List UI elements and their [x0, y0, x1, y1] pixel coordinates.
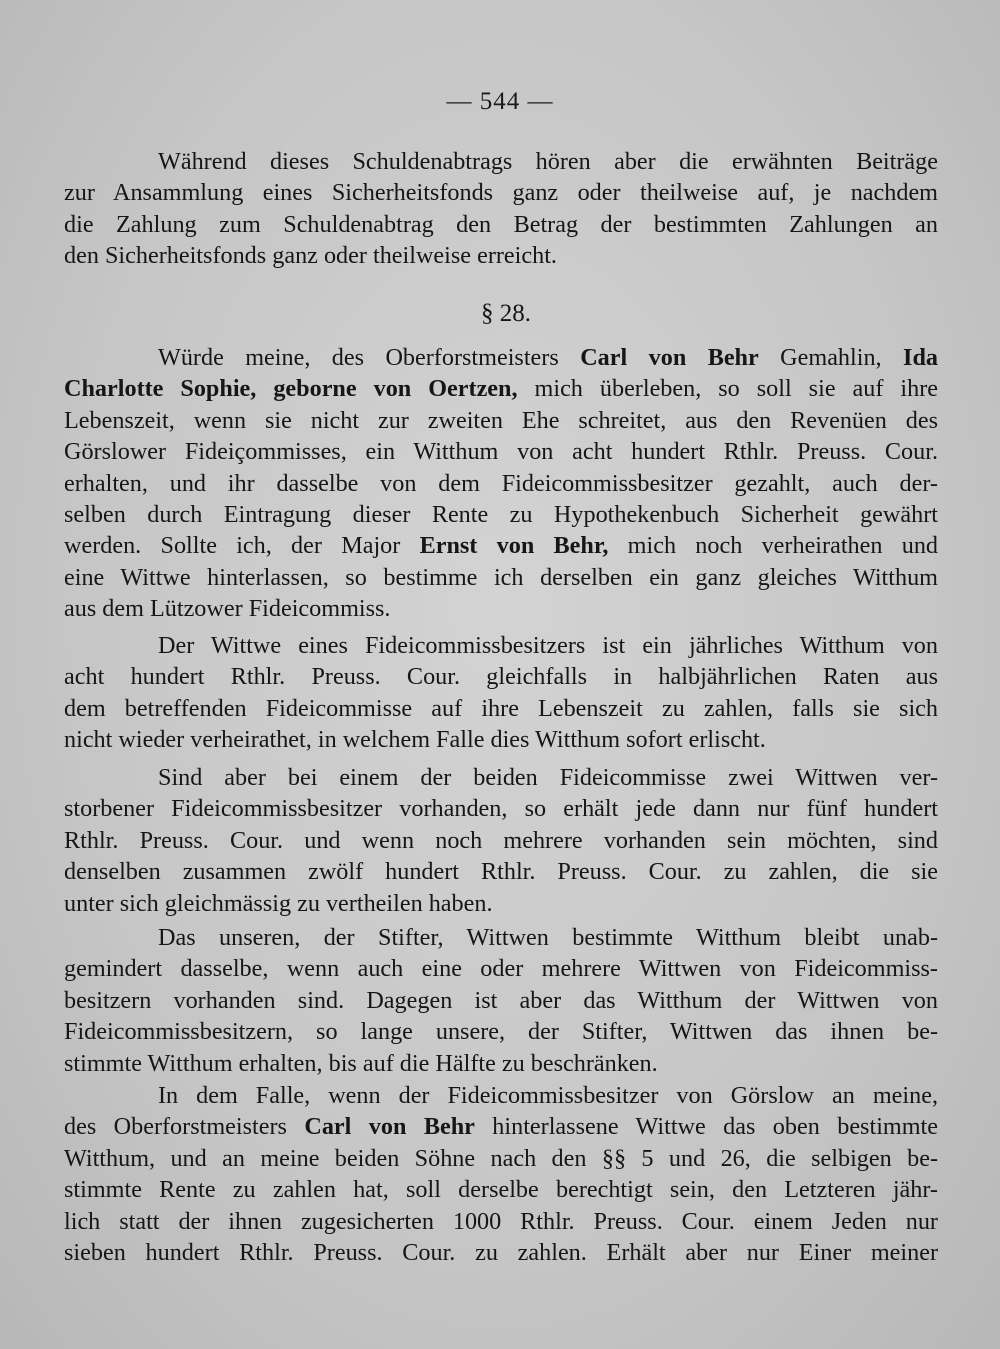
- text-line: Sind aber bei einem der beiden Fideicommisse zwei Wittwen ver-: [158, 764, 938, 791]
- text-line: storbener Fideicommissbesitzer vorhanden, so erhält jede dann nur fünf hundert: [64, 795, 938, 823]
- text-line: unter sich gleichmässig zu vertheilen haben.: [64, 889, 493, 917]
- text-line: Görslower Fideiçommisses, ein Witthum von acht hundert Rthlr. Preuss. Cour.: [64, 438, 938, 466]
- text-run: des Oberforstmeisters: [64, 1113, 305, 1141]
- name-ernst-von-behr: Ernst von Behr,: [419, 532, 609, 560]
- page-number: — 544 —: [446, 88, 554, 115]
- text-line: selben durch Eintragung dieser Rente zu Hypothekenbuch Sicherheit gewährt: [64, 500, 938, 528]
- section-heading: § 28.: [481, 300, 531, 327]
- text-line: aus dem Lützower Fideicommiss.: [64, 595, 391, 623]
- text-line: Rthlr. Preuss. Cour. und wenn noch mehrere vorhanden sein möchten, sind: [64, 826, 938, 854]
- text-line: besitzern vorhanden sind. Dagegen ist aber das Witthum der Wittwen von: [64, 986, 938, 1014]
- text-line: Lebenszeit, wenn sie nicht zur zweiten Ehe schreitet, aus den Revenüen des: [64, 406, 938, 434]
- text-line: acht hundert Rthlr. Preuss. Cour. gleichfalls in halbjährlichen Raten aus: [64, 663, 938, 691]
- paragraph-goerslow-case: [64, 1080, 938, 1268]
- name-charlotte-sophie: Charlotte Sophie, geborne von Oertzen,: [64, 375, 518, 403]
- text-line: nicht wieder verheirathet, in welchem Falle dies Witthum sofort erlischt.: [64, 726, 766, 754]
- text-line: Während dieses Schuldenabtrags hören aber die erwähnten Beiträge: [158, 148, 938, 175]
- text-run: hinterlassene Wittwe das oben bestimmte: [474, 1113, 938, 1141]
- text-line: Der Wittwe eines Fideicommissbesitzers ist ein jährliches Witthum von: [158, 632, 938, 659]
- text-line: [64, 342, 938, 373]
- name-ida: Ida: [903, 344, 938, 371]
- text-line: In dem Falle, wenn der Fideicommissbesitzer von Görslow an meine,: [158, 1082, 938, 1109]
- text-line: eine Wittwe hinterlassen, so bestimme ich derselben ein ganz gleiches Witthum: [64, 563, 938, 591]
- paragraph-section-28: [64, 342, 938, 625]
- text-line: gemindert dasselbe, wenn auch eine oder mehrere Wittwen von Fideicommiss-: [64, 955, 938, 983]
- text-run: Gemahlin,: [758, 344, 904, 371]
- name-carl-von-behr: Carl von Behr: [304, 1113, 475, 1141]
- text-line: erhalten, und ihr dasselbe von dem Fideicommissbesitzer gezahlt, auch der-: [64, 469, 938, 497]
- text-run: werden. Sollte ich, der Major: [64, 532, 420, 560]
- paragraph-widow-annuity: [64, 630, 938, 756]
- text-line: [64, 530, 938, 561]
- text-line: stimmte Witthum erhalten, bis auf die Hälfte zu beschränken.: [64, 1049, 658, 1077]
- text-line: denselben zusammen zwölf hundert Rthlr. Preuss. Cour. zu zahlen, die sie: [64, 858, 938, 886]
- text-line: zur Ansammlung eines Sicherheitsfonds ganz oder theilweise auf, je nachdem: [64, 179, 938, 207]
- paragraph-founders-widows: [64, 922, 938, 1079]
- text-run: Würde meine, des Oberforstmeisters: [158, 344, 581, 371]
- text-line: den Sicherheitsfonds ganz oder theilweise erreicht.: [64, 242, 557, 270]
- text-line: stimmte Rente zu zahlen hat, soll derselbe berechtigt sein, den Letzteren jähr-: [64, 1176, 938, 1204]
- text-line: [64, 1111, 938, 1142]
- text-line: sieben hundert Rthlr. Preuss. Cour. zu zahlen. Erhält aber nur Einer meiner: [64, 1238, 938, 1266]
- text-line: dem betreffenden Fideicommisse auf ihre Lebenszeit zu zahlen, falls sie sich: [64, 694, 938, 722]
- text-run: mich überleben, so soll sie auf ihre: [517, 375, 938, 403]
- text-line: Witthum, und an meine beiden Söhne nach den §§ 5 und 26, die selbigen be-: [64, 1144, 938, 1172]
- text-line: die Zahlung zum Schuldenabtrag den Betrag der bestimmten Zahlungen an: [64, 210, 938, 238]
- text-line: lich statt der ihnen zugesicherten 1000 Rthlr. Preuss. Cour. einem Jeden nur: [64, 1207, 938, 1235]
- paragraph-two-widows: [64, 762, 938, 919]
- name-carl-von-behr: Carl von Behr: [580, 344, 759, 371]
- paragraph-continuation: [64, 146, 938, 272]
- text-line: Das unseren, der Stifter, Wittwen bestimmte Witthum bleibt unab-: [158, 924, 938, 951]
- text-line: Fideicommissbesitzern, so lange unsere, der Stifter, Wittwen das ihnen be-: [64, 1018, 938, 1046]
- text-run: mich noch verheirathen und: [608, 532, 938, 560]
- text-line: [64, 373, 938, 404]
